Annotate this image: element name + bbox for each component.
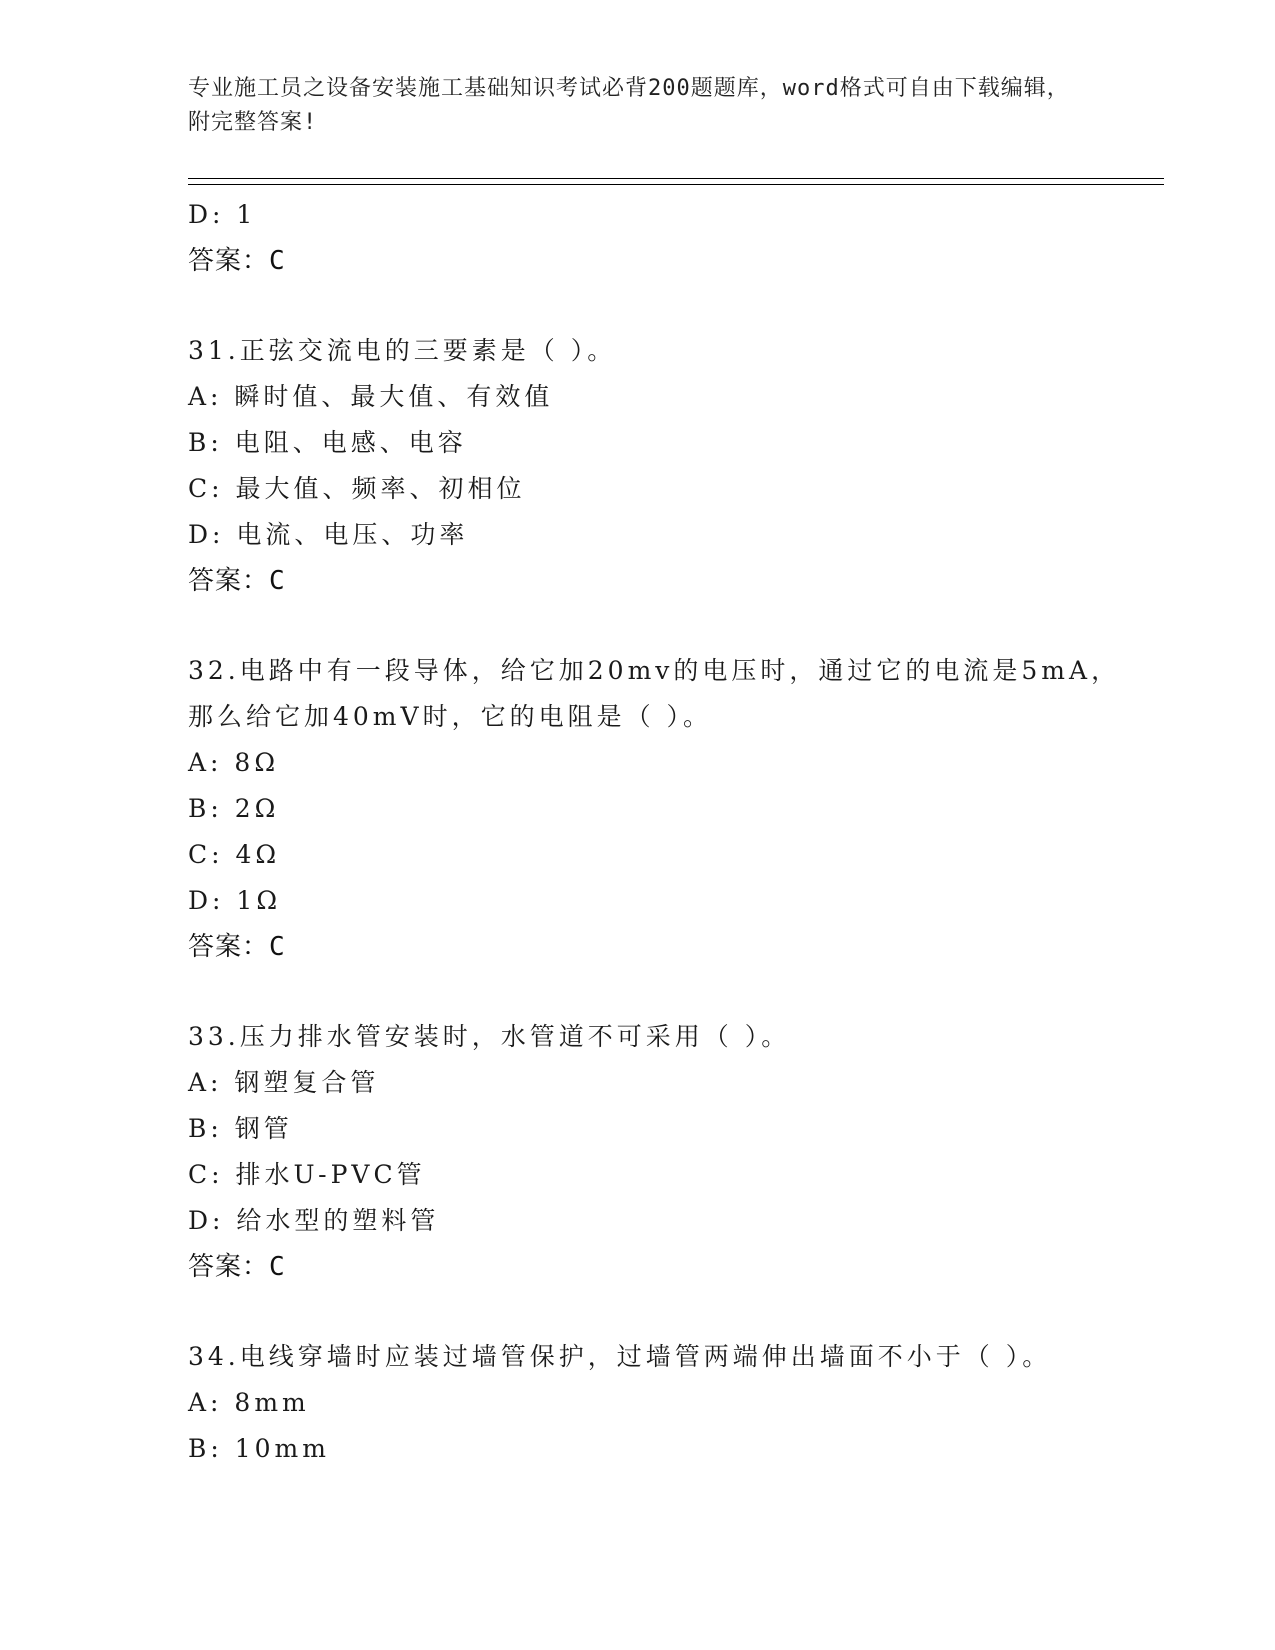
option-c: C: 最大值、频率、初相位 — [188, 474, 526, 503]
option-d: D: 1Ω — [188, 886, 282, 915]
answer-line: 答案：C — [188, 932, 286, 962]
spacer — [188, 970, 1128, 1014]
option-a: A: 8mm — [188, 1388, 310, 1417]
question-stem-33: 33.压力排水管安装时，水管道不可采用（ ）。 — [188, 1022, 791, 1051]
option-a: A: 钢塑复合管 — [188, 1068, 380, 1097]
answer-line: 答案：C — [188, 566, 286, 596]
question-stem-32: 32.电路中有一段导体，给它加20mv的电压时，通过它的电流是5mA，那么给它加40mV时，它的电阻是（ ）。 — [188, 656, 1121, 731]
header-divider-bottom — [188, 184, 1164, 185]
option-a: A: 8Ω — [188, 748, 280, 777]
question-stem-31: 31.正弦交流电的三要素是（ ）。 — [188, 336, 617, 365]
answer-line: 答案：C — [188, 1252, 286, 1282]
option-d: D: 给水型的塑料管 — [188, 1206, 440, 1235]
option-d: D: 电流、电压、功率 — [188, 520, 469, 549]
option-b: B: 电阻、电感、电容 — [188, 428, 467, 457]
question-stem-34: 34.电线穿墙时应装过墙管保护，过墙管两端伸出墙面不小于（ ）。 — [188, 1342, 1052, 1371]
answer-line: 答案：C — [188, 246, 286, 276]
spacer — [188, 284, 1128, 328]
option-a: A: 瞬时值、最大值、有效值 — [188, 382, 554, 411]
document-header-title: 专业施工员之设备安装施工基础知识考试必背200题题库，word格式可自由下载编辑，附完整答案! — [188, 76, 1070, 135]
option-c: C: 4Ω — [188, 840, 281, 869]
option-c: C: 排水U-PVC管 — [188, 1160, 426, 1189]
spacer — [188, 1290, 1128, 1334]
option-b: B: 钢管 — [188, 1114, 293, 1143]
option-d: D: 1 — [188, 200, 257, 229]
option-b: B: 10mm — [188, 1434, 330, 1463]
option-b: B: 2Ω — [188, 794, 280, 823]
question-content — [188, 192, 1128, 1472]
spacer — [188, 604, 1128, 648]
header-divider-top — [188, 178, 1164, 179]
